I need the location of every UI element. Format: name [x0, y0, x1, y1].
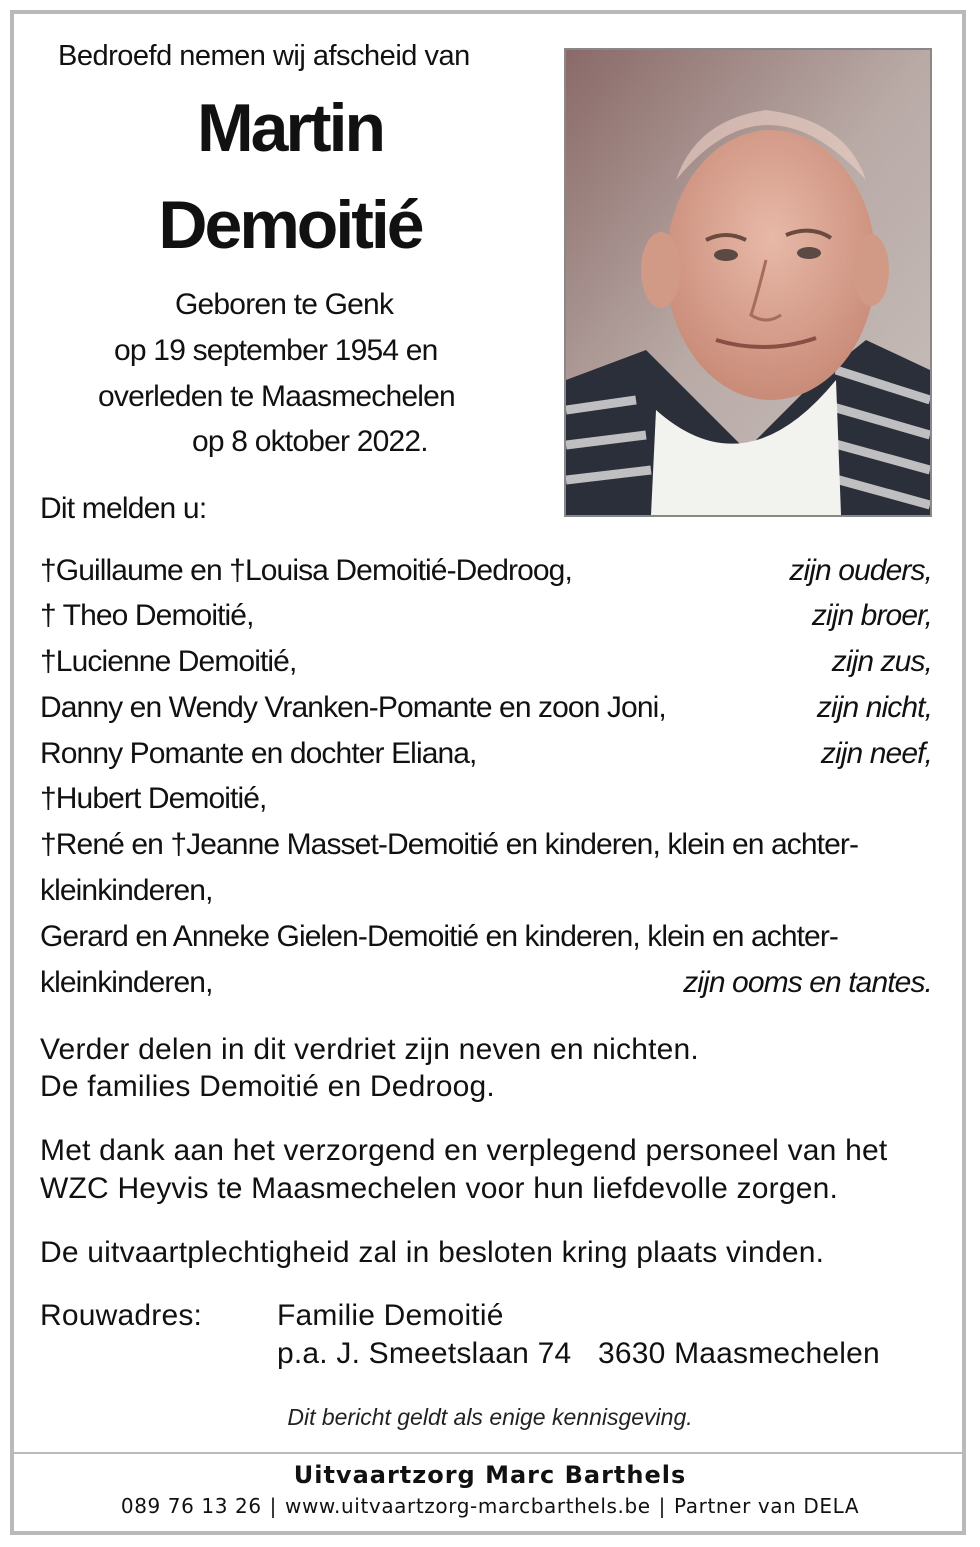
- address-label: Rouwadres:: [40, 1299, 203, 1332]
- family-members: †Lucienne Demoitié,: [40, 645, 297, 678]
- partner-text: Partner van DELA: [674, 1494, 860, 1518]
- family-row: [40, 828, 932, 868]
- closing-share-line-1: Verder delen in dit verdriet zijn neven en nichten.: [40, 1033, 699, 1066]
- family-relation: zijn neef,: [820, 737, 932, 770]
- family-row: [40, 599, 932, 639]
- portrait-photo: [564, 48, 932, 517]
- announce-lead: Dit melden u:: [40, 492, 207, 525]
- bio-birthplace: Geboren te Genk: [175, 288, 394, 321]
- family-row: [40, 645, 932, 685]
- family-relation: zijn ouders,: [789, 554, 932, 587]
- family-members: †René en †Jeanne Masset-Demoitié en kinderen, klein en achter-: [40, 828, 859, 861]
- contact-line: [14, 1494, 966, 1518]
- phone-number: 089 76 13 26: [120, 1494, 262, 1518]
- family-relation: zijn ooms en tantes.: [683, 966, 932, 999]
- website-link[interactable]: www.uitvaartzorg-marcbarthels.be: [285, 1494, 651, 1518]
- family-row: [40, 554, 932, 594]
- family-members: kleinkinderen,: [40, 966, 213, 999]
- portrait-illustration: [566, 50, 930, 515]
- footer-divider: [14, 1452, 966, 1454]
- last-name: Demoitié: [158, 187, 422, 263]
- address-street: p.a. J. Smeetslaan 74: [277, 1337, 572, 1370]
- family-relation: zijn nicht,: [816, 691, 932, 724]
- family-members: Ronny Pomante en dochter Eliana,: [40, 737, 477, 770]
- company-name: Uitvaartzorg Marc Barthels: [293, 1461, 687, 1489]
- family-members: † Theo Demoitié,: [40, 599, 254, 632]
- family-row: [40, 920, 932, 960]
- family-members: Gerard en Anneke Gielen-Demoitié en kinderen, klein en achter-: [40, 920, 839, 953]
- family-relation: zijn broer,: [811, 599, 932, 632]
- closing-ceremony: De uitvaartplechtigheid zal in besloten kring plaats vinden.: [40, 1236, 825, 1269]
- bio-deathplace: overleden te Maasmechelen: [98, 380, 455, 413]
- family-row: [40, 874, 932, 914]
- family-row: [40, 782, 932, 822]
- family-members: †Hubert Demoitié,: [40, 782, 267, 815]
- family-row: [40, 691, 932, 731]
- family-relation: zijn zus,: [831, 645, 932, 678]
- family-row: [40, 737, 932, 777]
- family-members: kleinkinderen,: [40, 874, 213, 907]
- family-row: [40, 966, 932, 1006]
- family-members: †Guillaume en †Louisa Demoitié-Dedroog,: [40, 554, 572, 587]
- address-city: 3630 Maasmechelen: [598, 1337, 880, 1370]
- notice-text: Dit bericht geldt als enige kennisgeving.: [287, 1404, 693, 1430]
- first-name: Martin: [197, 90, 383, 166]
- intro-text: Bedroefd nemen wij afscheid van: [58, 40, 470, 72]
- family-members: Danny en Wendy Vranken-Pomante en zoon Joni,: [40, 691, 666, 724]
- closing-thanks-line-1: Met dank aan het verzorgend en verplegend personeel van het: [40, 1134, 888, 1167]
- closing-share-line-2: De families Demoitié en Dedroog.: [40, 1070, 495, 1103]
- closing-thanks-line-2: WZC Heyvis te Maasmechelen voor hun liefdevolle zorgen.: [40, 1172, 839, 1205]
- bio-deathdate: op 8 oktober 2022.: [192, 425, 428, 458]
- separator: |: [269, 1494, 278, 1518]
- separator: |: [658, 1494, 667, 1518]
- address-name: Familie Demoitié: [277, 1299, 504, 1332]
- bio-birthdate: op 19 september 1954 en: [114, 334, 438, 367]
